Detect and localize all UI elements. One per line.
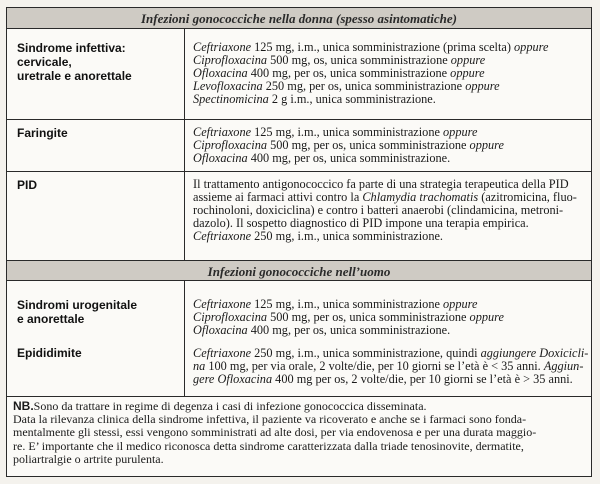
drug-name: Ceftriaxone <box>193 297 252 311</box>
note-block <box>13 400 579 466</box>
row-cell-epididimite <box>193 347 588 386</box>
treatment-line: gere Ofloxacina 400 mg per os, 2 volte/die, per 10 giorni se l’età è > 35 anni. <box>193 372 573 386</box>
row-label-epididimite: Epididimite <box>17 346 82 360</box>
dose-text: 125 mg, i.m., unica somministrazione <box>251 297 444 311</box>
dose-text: 500 mg, os, unica somministrazione <box>267 53 451 67</box>
conjunction: oppure <box>443 297 478 311</box>
treatment-line <box>193 324 588 337</box>
treatment-line: Ceftriaxone 250 mg, i.m., unica somministrazione, quindi aggiungere Doxicicli- <box>193 346 589 360</box>
treatment-line: na 100 mg, per via orale, 2 volte/die, per 10 giorni se l’età è < 35 anni. Aggiun- <box>193 359 584 373</box>
row-cell-pid <box>193 178 588 243</box>
row-cell-sindrome-infettiva <box>193 41 588 106</box>
gonococcal-treatment-table <box>6 7 592 477</box>
note-line: Data la rilevanza clinica della sindrome infettiva, il paziente va ricoverato e anche se i farmaci sono fonda- <box>13 412 527 427</box>
column-divider <box>184 281 185 396</box>
row-label-line: uretrale e anorettale <box>17 69 132 83</box>
conjunction: oppure <box>443 125 478 139</box>
conjunction: oppure <box>514 40 549 54</box>
conjunction: oppure <box>465 79 500 93</box>
row-label-faringite: Faringite <box>17 126 68 140</box>
note-line: mentalmente gli stessi, essi vengono somministrati ad alte dosi, per via endovenosa e per una durata maggio- <box>13 425 537 440</box>
dose-text: 2 g i.m., unica somministrazione. <box>268 92 436 106</box>
column-divider <box>184 29 185 260</box>
drug-name: Ciprofloxacina <box>193 53 268 67</box>
row-divider <box>7 171 591 172</box>
note-line: NB.Sono da trattare in regime di degenza i casi di infezione gonococcica disseminata. <box>13 399 427 413</box>
organism-name: Chlamydia trachomatis <box>362 190 479 204</box>
pid-line: rochinoloni, doxiciclina) e contro i batteri anaerobi (clindamicina, metroni- <box>193 203 564 217</box>
drug-name: Ceftriaxone <box>193 125 252 139</box>
dose-text: 125 mg, i.m., unica somministrazione <box>251 125 444 139</box>
note-line: re. E’ importante che il medico riconosca detta sindrome caratterizzata dalla triade tenosinovite, dermatite, <box>13 438 524 453</box>
dose-text: 500 mg, per os, unica somministrazione <box>267 138 470 152</box>
drug-name: Levofloxacina <box>193 79 263 93</box>
conjunction: oppure <box>469 310 504 324</box>
treatment-line <box>193 93 588 106</box>
pid-line: Il trattamento antigonococcico fa parte di una strategia terapeutica della PID <box>193 177 569 191</box>
drug-name: Ciprofloxacina <box>193 310 268 324</box>
row-cell-sindromi-urogenitale <box>193 298 588 337</box>
note-prefix: NB. <box>13 399 34 413</box>
dose-text: 400 mg, per os, unica somministrazione <box>247 66 451 80</box>
drug-name: Ciprofloxacina <box>193 138 268 152</box>
conjunction: oppure <box>450 53 486 67</box>
row-label-line: Sindromi urogenitale <box>17 298 138 312</box>
men-section-header: Infezioni gonococciche nell’uomo <box>7 260 591 281</box>
drug-name: Ceftriaxone <box>193 346 252 360</box>
drug-name: Spectinomicina <box>193 92 269 106</box>
drug-name: Ceftriaxone <box>193 40 252 54</box>
pid-line: assieme ai farmaci attivi contro la Chlamydia trachomatis (azitromicina, fluo- <box>193 190 577 204</box>
dose-text: 125 mg, i.m., unica somministrazione (prima scelta) <box>251 40 515 54</box>
treatment-line <box>193 230 588 243</box>
drug-name: Ofloxacina <box>193 151 248 165</box>
conjunction: oppure <box>469 138 504 152</box>
row-label-sindrome-infettiva <box>17 41 177 83</box>
row-label-line: e anorettale <box>17 312 85 326</box>
dose-text: 400 mg, per os, unica somministrazione. <box>247 323 451 337</box>
dose-text: 500 mg, per os, unica somministrazione <box>267 310 470 324</box>
conjunction: oppure <box>450 66 485 80</box>
drug-name: Ceftriaxone <box>193 229 252 243</box>
row-divider <box>7 119 591 120</box>
row-label-pid: PID <box>17 178 38 192</box>
pid-line: dazolo). Il sospetto diagnostico di PID impone una terapia empirica. <box>193 216 529 230</box>
row-label-line: Sindrome infettiva: cervicale, <box>17 41 126 69</box>
dose-text: 400 mg, per os, unica somministrazione. <box>247 151 451 165</box>
drug-name: Ofloxacina <box>193 66 248 80</box>
treatment-line <box>193 152 588 165</box>
drug-name: Ofloxacina <box>193 323 248 337</box>
row-label-sindromi-urogenitale <box>17 298 177 326</box>
note-line: poliartralgie o artrite purulenta. <box>13 451 164 466</box>
dose-text: 250 mg, i.m., unica somministrazione. <box>251 229 444 243</box>
note-divider <box>7 396 591 397</box>
women-section-header: Infezioni gonococciche nella donna (spesso asintomatiche) <box>7 8 591 29</box>
row-cell-faringite <box>193 126 588 165</box>
dose-text: 250 mg, per os, unica somministrazione <box>262 79 466 93</box>
